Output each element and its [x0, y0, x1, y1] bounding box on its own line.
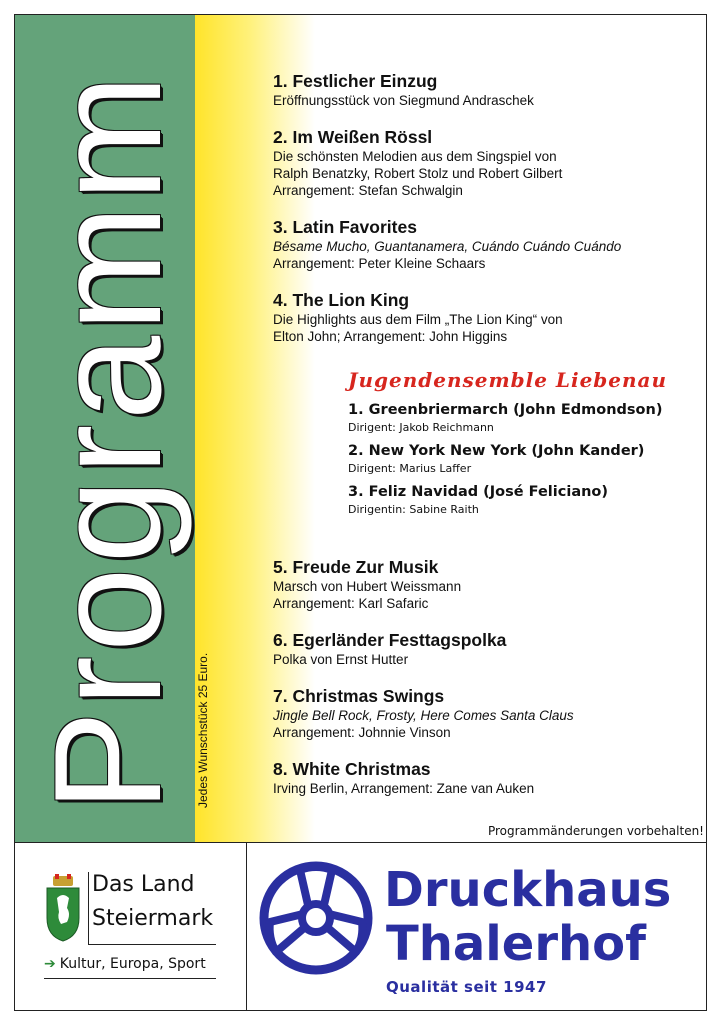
program-item-line: Jingle Bell Rock, Frosty, Here Comes Santa Claus	[273, 708, 574, 723]
footer-divider	[15, 842, 706, 843]
program-item-title: 7. Christmas Swings	[273, 686, 445, 706]
program-item-line: Die schönsten Melodien aus dem Singspiel von	[273, 149, 557, 164]
program-item-title: 1. Festlicher Einzug	[273, 71, 438, 91]
program-item-line: Arrangement: Karl Safaric	[273, 596, 429, 611]
program-item-line: Elton John; Arrangement: John Higgins	[273, 329, 508, 344]
youth-item-conductor: Dirigent: Jakob Reichmann	[348, 421, 494, 434]
program-item-line: Arrangement: Stefan Schwalgin	[273, 183, 463, 198]
youth-item-conductor: Dirigent: Marius Laffer	[348, 462, 472, 475]
program-item-line: Irving Berlin, Arrangement: Zane van Auken	[273, 781, 535, 796]
program-item-line: Polka von Ernst Hutter	[273, 652, 409, 667]
program-item-title: 6. Egerländer Festtagspolka	[273, 630, 507, 650]
youth-item-title: 2. New York New York (John Kander)	[348, 443, 645, 459]
program-item-line: Ralph Benatzky, Robert Stolz und Robert Gilbert	[273, 166, 563, 181]
program-item-line: Die Highlights aus dem Film „The Lion King“ von	[273, 312, 563, 327]
arrow-right-icon: ➔	[44, 956, 56, 972]
program-item-line: Arrangement: Johnnie Vinson	[273, 725, 451, 740]
program-item-title: 3. Latin Favorites	[273, 217, 417, 237]
program-item	[273, 758, 693, 797]
program-item	[273, 70, 693, 109]
coat-of-arms-icon	[45, 874, 81, 942]
youth-ensemble-section	[348, 368, 698, 523]
page-title: Programm	[23, 70, 193, 812]
logo-line-2: Steiermark	[92, 906, 214, 931]
brand-name-line-1: Druckhaus	[384, 862, 672, 918]
youth-item-conductor: Dirigentin: Sabine Raith	[348, 503, 479, 516]
program-list-upper	[273, 70, 693, 362]
brand-tagline: Qualität seit 1947	[386, 978, 547, 996]
youth-ensemble-title: Jugendensemble Liebenau	[348, 368, 668, 392]
youth-item-title: 3. Feliz Navidad (José Feliciano)	[348, 484, 609, 500]
program-item-title: 2. Im Weißen Rössl	[273, 127, 433, 147]
program-item-line: Eröffnungsstück von Siegmund Andraschek	[273, 93, 534, 108]
logo-rule	[44, 978, 216, 979]
program-item	[273, 126, 693, 199]
program-item	[273, 685, 693, 741]
program-item-title: 5. Freude Zur Musik	[273, 557, 439, 577]
program-item-title: 4. The Lion King	[273, 290, 410, 310]
logo-subtitle	[44, 956, 206, 972]
changes-reserved-note: Programmänderungen vorbehalten!	[487, 824, 704, 838]
footer-column-divider	[246, 842, 247, 1010]
program-item-line: Arrangement: Peter Kleine Schaars	[273, 256, 486, 271]
logo-line-1: Das Land	[92, 872, 195, 897]
logo-subtitle-text: Kultur, Europa, Sport	[59, 956, 206, 972]
logo-rule	[88, 944, 216, 945]
propeller-icon	[256, 858, 376, 978]
program-item	[273, 556, 693, 612]
logo-rule	[88, 872, 89, 944]
program-item	[273, 216, 693, 272]
program-item-line: Marsch von Hubert Weissmann	[273, 579, 462, 594]
youth-item-title: 1. Greenbriermarch (John Edmondson)	[348, 402, 663, 418]
druckhaus-logo	[252, 850, 704, 1008]
program-item	[273, 289, 693, 345]
program-item-line: Bésame Mucho, Guantanamera, Cuándo Cuándo Cuándo	[273, 239, 622, 254]
steiermark-logo	[40, 868, 230, 988]
wish-price-note: Jedes Wunschstück 25 Euro.	[196, 652, 210, 808]
program-list-lower	[273, 556, 693, 814]
program-item	[273, 629, 693, 668]
brand-name-line-2: Thalerhof	[386, 916, 647, 972]
program-item-title: 8. White Christmas	[273, 759, 431, 779]
